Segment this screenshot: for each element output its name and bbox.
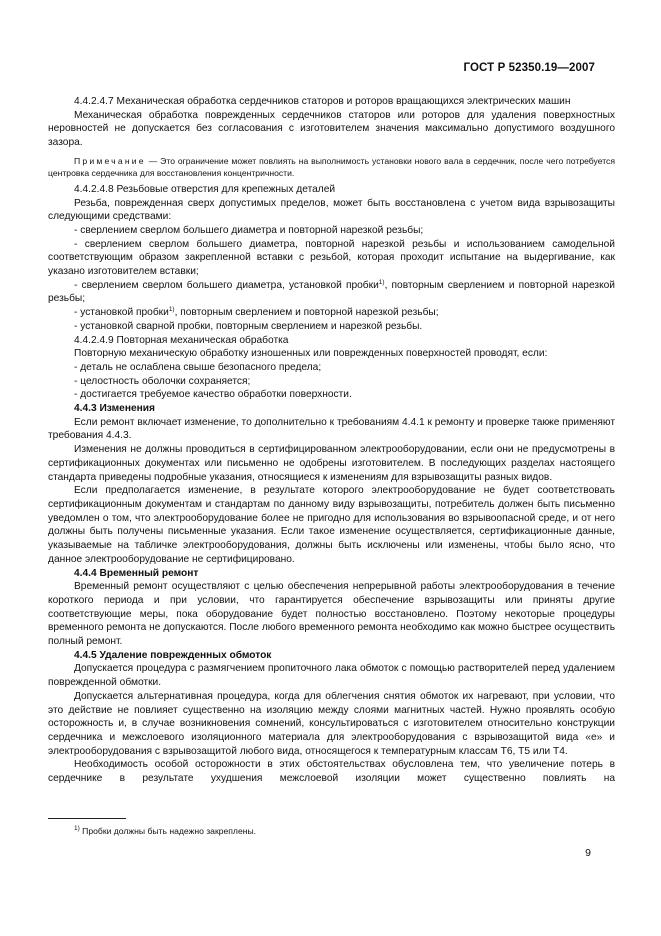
standard-header: ГОСТ Р 52350.19—2007 — [463, 62, 595, 74]
footnote-ref: 1) — [378, 278, 385, 286]
section-4-4-5-heading: 4.4.5 Удаление поврежденных обмоток — [74, 649, 272, 661]
paragraph: Если предполагается изменение, в результате которого электрооборудование не будет соответствовать сертификационным документам и стандартам по данному виду взрывозащиты, потребитель должен быть письменно уведомлен о том, что электрооборудование более не пригодно для использования во взрывоопасной среде, и от него должны быть получены письменные указания. Если такое изменение осуществляется, сертификационные данные, указываемые на табличке электрооборудования, должны быть исключены или изменены, чтобы было ясно, что данное электрооборудование не сертифицировано. — [48, 485, 615, 565]
list-item: - сверлением сверлом большего диаметра и повторной нарезкой резьбы; — [74, 224, 424, 236]
footnote-mark: 1) — [74, 825, 80, 832]
section-4-4-2-4-7-text: Механическая обработка поврежденных сердечников статоров или роторов для удаления поверхностных неровностей не допускается без согласования с изготовителем значения максимально допустимого воздушного зазора. — [48, 109, 615, 149]
item-text: , повторным сверлением и повторной нарезкой резьбы; — [174, 307, 439, 319]
section-4-4-2-4-8-intro: Резьба, поврежденная сверх допустимых пределов, может быть восстановлена с учетом вида взрывозащиты следующими средствами: — [48, 197, 615, 223]
item-text: - сверлением сверлом большего диаметра, установкой пробки — [74, 279, 379, 291]
document-body — [48, 95, 615, 786]
note-text: — Это ограничение может повлиять на выполнимость установки нового вала в сердечник, после чего потребуется центровка сердечника для восстановления концентричности. — [48, 155, 615, 178]
paragraph: Если ремонт включает изменение, то дополнительно к требованиям 4.4.1 к ремонту и проверке также применяют требования 4.4.3. — [48, 416, 615, 442]
list-item: - сверлением сверлом большего диаметра, повторной нарезкой резьбы и использованием самодельной соответствующим образом закрепленной вставки с резьбой, которая проходит испытание на выдергивание, как указано изготовителем вставки; — [48, 238, 615, 278]
list-item: - установкой сварной пробки, повторным сверлением и нарезкой резьбы. — [74, 320, 423, 332]
section-4-4-2-4-9-heading: 4.4.2.4.9 Повторная механическая обработка — [74, 334, 289, 346]
list-item: - достигается требуемое качество обработки поверхности. — [74, 389, 352, 401]
list-item — [48, 306, 615, 320]
list-item — [48, 279, 615, 306]
paragraph: Временный ремонт осуществляют с целью обеспечения непрерывной работы электрооборудования в течение короткого периода и при условии, что гарантируется обеспечение взрывозащиты или приняты другие соответствующие меры, пока оборудование будет полностью восстановлено. Поэтому некоторые процедуры временного ремонта не допускаются. После любого временного ремонта необходимо как можно быстрее осуществить полный ремонт. — [48, 581, 615, 648]
page-number: 9 — [585, 847, 591, 859]
section-4-4-4-heading: 4.4.4 Временный ремонт — [74, 567, 199, 579]
note-label: Примечание — [74, 155, 146, 166]
footnote — [74, 826, 256, 836]
footnote-text: Пробки должны быть надежно закреплены. — [82, 826, 257, 836]
item-text: , повторным сверлением и повторной нарезкой резьбы; — [48, 279, 615, 305]
paragraph: Допускается процедура с размягчением пропиточного лака обмоток с помощью растворителей перед удалением поврежденной обмотки. — [48, 663, 615, 689]
section-4-4-2-4-9-intro: Повторную механическую обработку изношенных или поврежденных поверхностей проводят, если: — [74, 348, 548, 360]
footnote-divider — [48, 818, 126, 819]
item-text: - установкой пробки — [74, 307, 169, 319]
section-4-4-3-heading: 4.4.3 Изменения — [74, 403, 156, 415]
note — [48, 155, 615, 179]
list-item: - целостность оболочки сохраняется; — [74, 375, 251, 387]
list-item: - деталь не ослаблена свыше безопасного предела; — [74, 361, 322, 373]
footnote-ref: 1) — [168, 306, 175, 314]
section-4-4-2-4-7-heading: 4.4.2.4.7 Механическая обработка сердечников статоров и роторов вращающихся электрических машин — [74, 96, 571, 107]
paragraph: Допускается альтернативная процедура, когда для облегчения снятия обмоток их нагревают, при условии, что это действие не повлияет существенно на изоляцию между слоями магнитных частей. Нужно проявлять особую осторожность и, в случае возникновения сомнений, консультироваться с изготовителем относительно конструкции сердечника и межслоевого изоляционного материала для электрооборудования с взрывозащитой вида «е» и электрооборудования с взрывозащитой любого вида, относящегося к температурным классам Т6, Т5 или Т4. — [48, 690, 615, 757]
paragraph: Необходимость особой осторожности в этих обстоятельствах обусловлена тем, что увеличение потерь в сердечнике в результате ухудшения межслоевой изоляции может существенно повлиять на — [48, 759, 615, 785]
paragraph: Изменения не должны проводиться в сертифицированном электрооборудовании, если они не предусмотрены в сертификационных документах или письменно не одобрены изготовителем. В последующих разделах настоящего стандарта приведены подробные указания, относящиеся к изменениям для взрывозащиты разных видов. — [48, 444, 615, 483]
section-4-4-2-4-8-heading: 4.4.2.4.8 Резьбовые отверстия для крепежных деталей — [74, 183, 336, 195]
